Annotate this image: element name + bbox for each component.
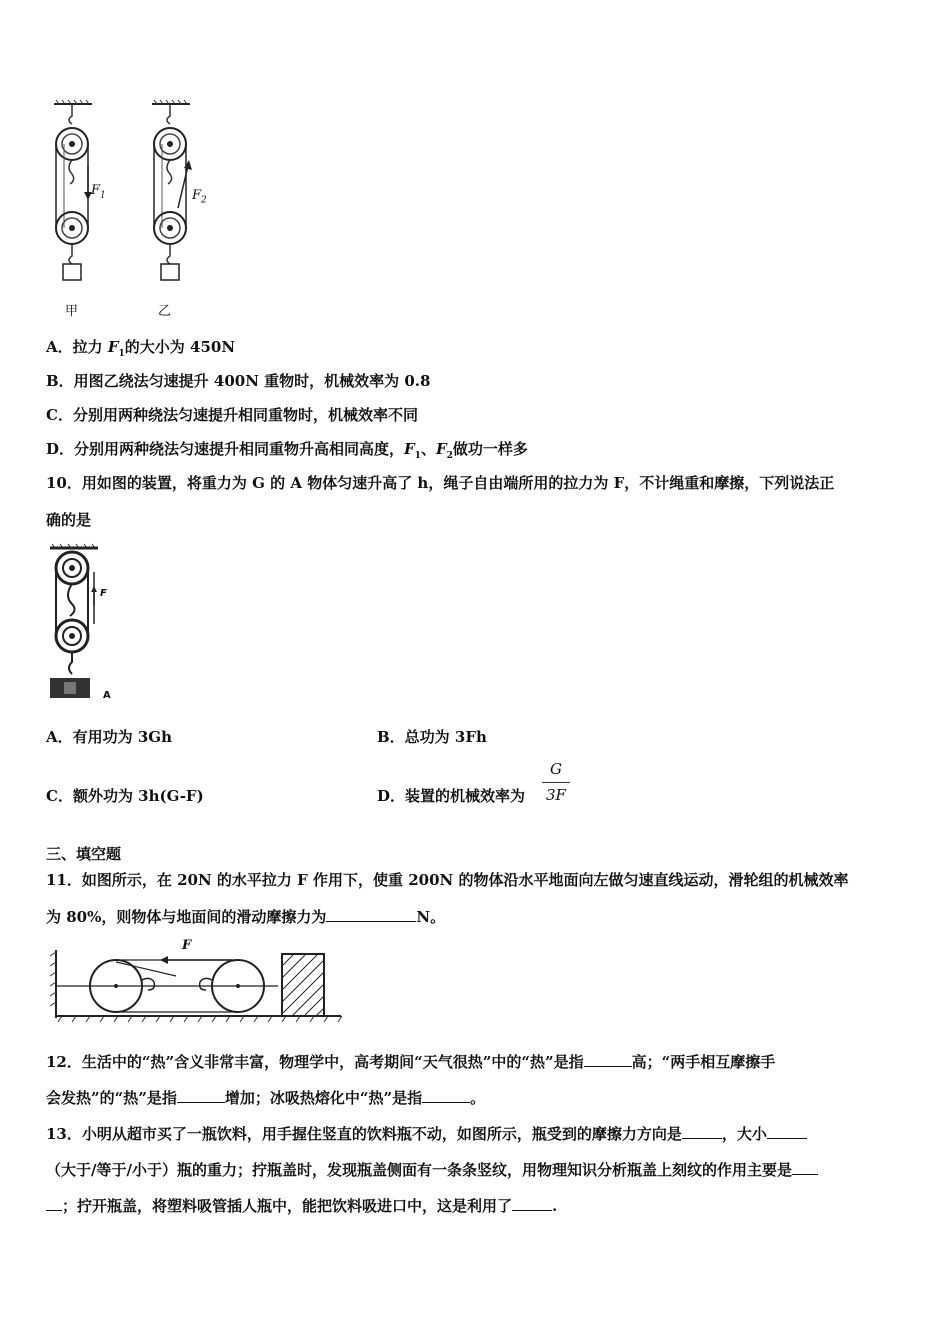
q9-option-d-sep: 、 xyxy=(420,440,436,458)
q9-option-d xyxy=(46,439,528,466)
q12-line2-a: 会发热”的“热”是指 xyxy=(46,1089,177,1107)
q13-blank-3b[interactable] xyxy=(46,1196,62,1211)
q11-answer-blank[interactable] xyxy=(326,907,416,922)
q12-blank-3[interactable] xyxy=(422,1088,470,1103)
f2-label xyxy=(192,188,207,206)
q13-line1-a: 13．小明从超市买了一瓶饮料，用手握住竖直的饮料瓶不动，如图所示，瓶受到的摩擦力方向是 xyxy=(46,1125,682,1143)
q9-option-d-var1: F xyxy=(404,440,415,458)
q9-option-b: B．用图乙绕法匀速提升 400N 重物时，机械效率为 0.8 xyxy=(46,372,431,390)
q9-option-a-prefix: A．拉力 xyxy=(46,338,108,356)
q11-stem-line1: 11．如图所示，在 20N 的水平拉力 F 作用下，使重 200N 的物体沿水平地面向左做匀速直线运动，滑轮组的机械效率 xyxy=(46,871,849,889)
q13-blank-4[interactable] xyxy=(512,1196,552,1211)
section-title-fill-in: 三、填空题 xyxy=(46,845,122,863)
q13-blank-2[interactable] xyxy=(767,1124,807,1139)
q10-option-b: B．总功为 3Fh xyxy=(377,728,487,746)
q10-option-d-denominator: 3F xyxy=(546,786,566,804)
pulley-figure-q11 xyxy=(46,940,346,1020)
q12-line1-a: 12．生活中的“热”含义非常丰富，物理学中，高考期间“天气很热”中的“热”是指 xyxy=(46,1053,584,1071)
q12-line1-b: 高；“两手相互摩擦手 xyxy=(631,1053,776,1071)
q12-stem-line1 xyxy=(46,1052,775,1072)
q13-stem-line2 xyxy=(46,1160,818,1180)
figure-label-jia: 甲 xyxy=(65,304,79,319)
q13-line3-b: . xyxy=(552,1197,558,1215)
q13-line2-a: （大于/等于/小于）瓶的重力；拧瓶盖时，发现瓶盖侧面有一条条竖纹，用物理知识分析瓶盖上刻纹的作用主要是 xyxy=(46,1161,792,1179)
f2-sub: 2 xyxy=(201,195,207,206)
q9-option-a-suffix: 的大小为 450N xyxy=(124,338,236,356)
q11-stem-line2 xyxy=(46,907,445,927)
q10-figure-a-label: A xyxy=(103,690,111,701)
q12-line2-b: 增加；冰吸热熔化中“热”是指 xyxy=(224,1089,423,1107)
q10-option-d-fraction-bar xyxy=(542,782,570,783)
q10-figure-f-label: F xyxy=(100,588,107,599)
q13-line3-a: ；拧开瓶盖，将塑料吸管插人瓶中，能把饮料吸进口中，这是利用了 xyxy=(62,1197,513,1215)
q12-blank-1[interactable] xyxy=(584,1052,632,1067)
q11-stem-line2-suffix: N。 xyxy=(416,908,446,926)
pulley-figure-jia-yi xyxy=(40,96,200,316)
q9-option-d-sub1: 1 xyxy=(414,451,421,461)
q13-blank-3a[interactable] xyxy=(792,1160,818,1175)
q13-line1-b: ，大小 xyxy=(721,1125,767,1143)
figure-label-yi: 乙 xyxy=(158,304,172,319)
q13-stem-line3 xyxy=(46,1196,557,1216)
f1-var: F xyxy=(91,183,101,198)
q9-option-a-sub: 1 xyxy=(118,349,125,359)
q10-stem-line2: 确的是 xyxy=(46,511,92,529)
q10-option-a: A．有用功为 3Gh xyxy=(46,728,173,746)
q10-option-d-numerator: G xyxy=(550,760,562,778)
f1-label xyxy=(91,183,106,201)
pulley-figure-q10 xyxy=(42,544,122,704)
q13-blank-1[interactable] xyxy=(682,1124,722,1139)
f2-var: F xyxy=(192,188,202,203)
q9-option-d-prefix: D．分别用两种绕法匀速提升相同重物升高相同高度， xyxy=(46,440,405,458)
q9-option-a xyxy=(46,337,235,364)
q12-blank-2[interactable] xyxy=(177,1088,225,1103)
q11-figure-f-label: F xyxy=(182,938,192,953)
q9-option-d-sub2: 2 xyxy=(446,451,453,461)
q12-line2-c: 。 xyxy=(470,1089,486,1107)
q11-stem-line2-prefix: 为 80%，则物体与地面间的滑动摩擦力为 xyxy=(46,908,327,926)
q10-option-d: D．装置的机械效率为 xyxy=(377,787,526,805)
q12-stem-line2 xyxy=(46,1088,485,1108)
q9-option-c: C．分别用两种绕法匀速提升相同重物时，机械效率不同 xyxy=(46,406,418,424)
q10-option-c: C．额外功为 3h(G-F) xyxy=(46,787,204,805)
q9-option-d-suffix: 做功一样多 xyxy=(452,440,528,458)
q9-option-a-var: F xyxy=(107,338,119,356)
q9-option-d-var2: F xyxy=(435,440,447,458)
q13-stem-line1 xyxy=(46,1124,807,1144)
q10-stem-line1: 10．用如图的装置，将重力为 G 的 A 物体匀速升高了 h，绳子自由端所用的拉力为 F，不计绳重和摩擦，下列说法正 xyxy=(46,474,835,492)
f1-sub: 1 xyxy=(100,190,106,201)
